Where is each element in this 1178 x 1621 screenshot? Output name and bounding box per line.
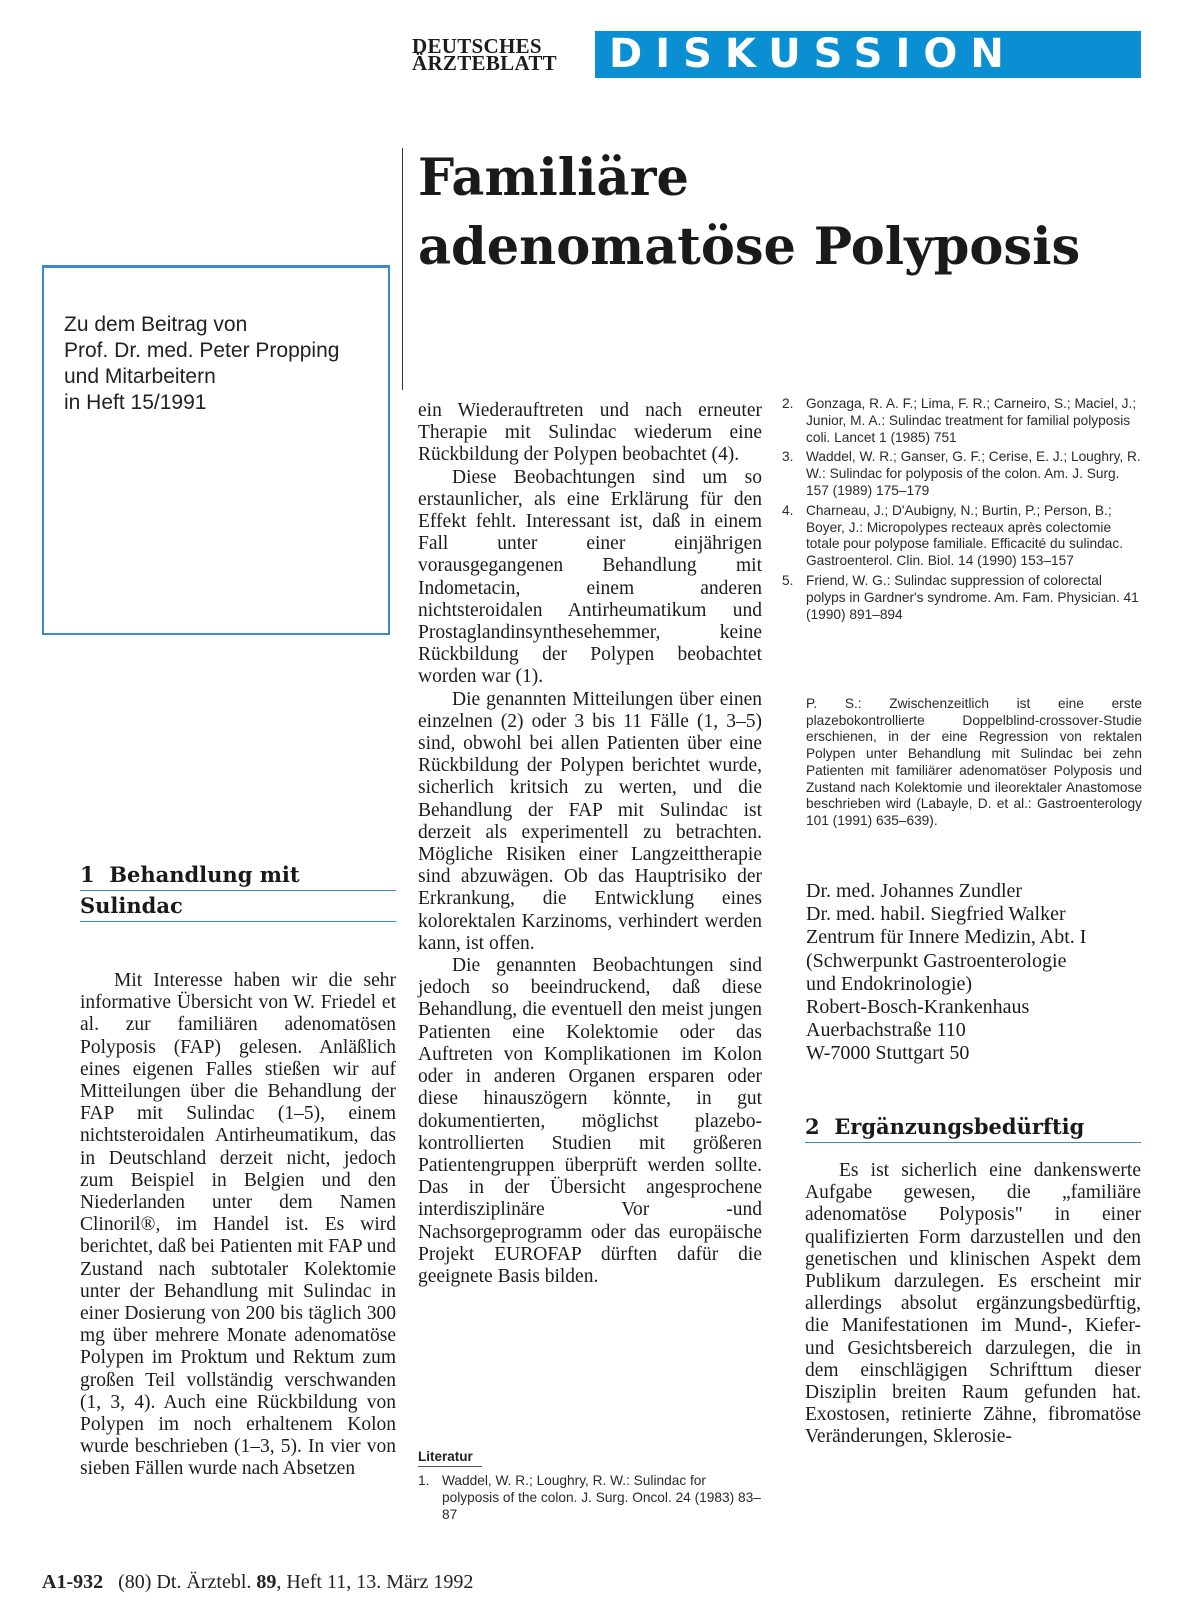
reference-box-text: Zu dem Beitrag von Prof. Dr. med. Peter Propping und Mitarbeitern in Heft 15/1991 xyxy=(64,313,340,414)
reference-item: 2. Gonzaga, R. A. F.; Lima, F. R.; Carneiro, S.; Maciel, J.; Junior, M. A.: Sulindac treatment for familial polyposis coli. Lancet 1 (1985) 751 xyxy=(782,396,1137,445)
body-paragraph: Diese Beobachtungen sind um so erstaunlicher, als eine Erklärung für den Effekt fehlt. Interessant ist, daß in einem Fall unter einer einjährigen vorausgegangenen Behandlung mit Indometacin, einem anderen nichtsteroidalen Antirheumatikum und Prostaglandinsynthesehemmer, keine Rückbildung der Polypen beobachtet worden war (1). xyxy=(418,466,762,688)
reference-list-part1 xyxy=(418,1473,762,1526)
author-address: Dr. med. Johannes Zundler Dr. med. habil. Siegfried Walker Zentrum für Innere Medizin, Abt. I (Schwerpunkt Gastroenterologie und Endokrinologie) Robert-Bosch-Krankenhaus Auerbachstraße 110 W-7000 Stuttgart 50 xyxy=(806,880,1087,1065)
reference-box xyxy=(42,265,390,635)
column3-body xyxy=(805,1160,1141,1449)
section1-heading xyxy=(80,860,396,922)
literature-heading: Literatur xyxy=(418,1449,473,1464)
reference-item: 4. Charneau, J.; D'Aubigny, N.; Burtin, P.; Person, B.; Boyer, J.: Micropolypes recteaux après colectomie totale pour polypose familiale. Efficacité du sulindac. Gastroenterol. Clin. Biol. 14 (1990) 153–157 xyxy=(782,502,1124,569)
section2-heading-text: Ergänzungsbedürftig xyxy=(834,1114,1085,1139)
page-footer xyxy=(42,1571,473,1594)
reference-item: 5. Friend, W. G.: Sulindac suppression of colorectal polyps in Gardner's syndrome. Am. Fam. Physician. 41 (1990) 891–894 xyxy=(782,572,1139,622)
title-line2: adenomatöse Polyposis xyxy=(418,217,1081,277)
section2-heading xyxy=(805,1112,1141,1143)
section1-number: 1 xyxy=(80,862,95,887)
section1-heading-line2: Sulindac xyxy=(80,893,183,918)
issue-prefix: (80) Dt. Ärztebl. xyxy=(118,1571,252,1593)
journal-masthead xyxy=(412,34,582,75)
masthead-line2: ÄRZTEBLATT xyxy=(412,51,557,75)
body-paragraph: Die genannten Mitteilungen über einen einzelnen (2) oder 3 bis 11 Fälle (1, 3–5) sind, obwohl bei allen Patienten über eine Rückbildung der Polypen berichtet wurde, sicherlich kritsich zu werten, und die Behandlung der FAP mit Sulindac ist derzeit als experimentell zu betrachten. Mögliche Risiken einer Langzeittherapie sind abzuwägen. Ob das Hauptrisiko der Erkrankung, die Entwicklung eines kolorektalen Karzinoms, verhindert werden kann, ist offen. xyxy=(418,688,762,954)
masthead-line1: DEUTSCHES xyxy=(412,34,542,58)
body-paragraph: ein Wiederauftreten und nach erneuter Therapie mit Sulindac wiederum eine Rückbildung der Polypen beobachtet (4). xyxy=(418,400,762,466)
literature-rule xyxy=(418,1466,482,1467)
reference-list-part2 xyxy=(782,396,1142,626)
body-paragraph: Es ist sicherlich eine dankenswerte Aufgabe gewesen, die „familiäre adenomatöse Polyposis" in einer qualifizierten Form darzustellen und den genetischen und klinischen Aspekt dem Publikum darzulegen. Es erscheint mir allerdings absolut ergänzungsbedürftig, die Manifestationen im Mund-, Kiefer- und Gesichtsbereich darzulegen, die in dem einschlägigen Schrifttum dieser Disziplin breiten Raum gefunden hat. Exostosen, retinierte Zähne, fibromatöse Veränderungen, Sklerosie- xyxy=(805,1160,1141,1448)
column2-body xyxy=(418,400,762,1288)
body-paragraph: Die genannten Beobachtungen sind jedoch so beeindruckend, daß diese Behandlung, die eventuell den meist jungen Patienten eine Kolektomie oder das Auftreten von Komplikationen im Kolon oder in anderen Organen ersparen oder diese hinauszögern könnte, in gut dokumentierten, möglichst plazebo-kontrollierten Studien mit größeren Patientengruppen überprüft werden sollte. Das in der Übersicht angesprochene interdisziplinäre Vor -und Nachsorgeprogramm oder das europäische Projekt EUROFAP dürften dafür die geeignete Basis bilden. xyxy=(418,955,762,1287)
body-paragraph: Mit Interesse haben wir die sehr informative Übersicht von W. Friedel et al. zur familiären adenomatösen Polyposis (FAP) gelesen. Anläßlich eines eigenen Falles stießen wir auf Mitteilungen über die Behandlung der FAP mit Sulindac (1–5), einem nichtsteroidalen Antirheumatikum, das in Deutschland derzeit nicht, jedoch zum Beispiel in Belgien und den Niederlanden unter dem Namen Clinoril®, im Handel ist. Es wird berichtet, daß bei Patienten mit FAP und Zustand nach subtotaler Kolektomie unter der Behandlung mit Sulindac in einer Dosierung von 200 bis täglich 300 mg über mehrere Monate adenomatöse Polypen im Proktum und Rektum zum großen Teil vollständig verschwanden (1, 3, 4). Auch eine Rückbildung von Polypen im noch erhaltenem Kolon wurde beschrieben (1–3, 5). In vier von sieben Fällen wurde nach Absetzen xyxy=(80,970,396,1480)
title-line1: Familiäre xyxy=(418,148,689,208)
reference-item: 3. Waddel, W. R.; Ganser, G. F.; Cerise, E. J.; Loughry, R. W.: Sulindac for polyposis of the colon. Am. J. Surg. 157 (1989) 175–179 xyxy=(782,449,1141,498)
reference-item: 1. Waddel, W. R.; Loughry, R. W.: Sulindac for polyposis of the colon. J. Surg. Oncol. 24 (1983) 83–87 xyxy=(418,1473,761,1522)
postscript: P. S.: Zwischenzeitlich ist eine erste plazebokontrollierte Doppelblind-crossover-Studie erschienen, in der eine Regression von rektalen Polypen unter Behandlung mit Sulindac bei zehn Patienten mit familiärer adenomatöser Polyposis und Zustand nach Kolektomie und ileorektaler Anastomose beschrieben wird (Labayle, D. et al.: Gastroenterology 101 (1991) 635–639). xyxy=(806,696,1142,828)
article-title xyxy=(418,144,1148,282)
column1-body xyxy=(80,970,396,1481)
page-number: A1-932 xyxy=(42,1571,104,1593)
section-banner: DISKUSSION xyxy=(595,31,1141,78)
section2-number: 2 xyxy=(805,1114,820,1139)
issue-suffix: , Heft 11, 13. März 1992 xyxy=(276,1571,474,1593)
volume-number: 89 xyxy=(256,1571,277,1593)
title-divider xyxy=(402,148,403,390)
section1-heading-line1: Behandlung mit xyxy=(109,862,300,887)
